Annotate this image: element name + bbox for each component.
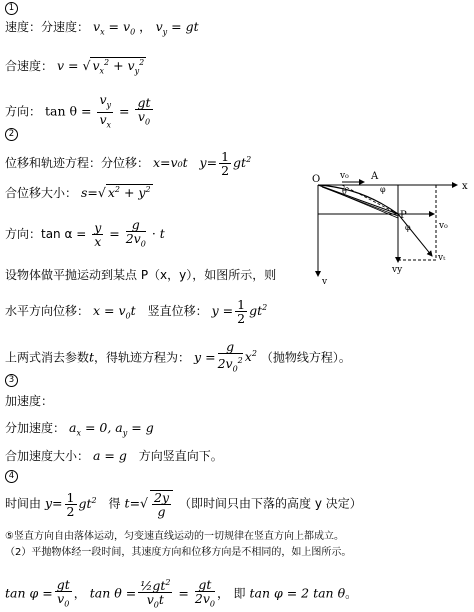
direction-note: （2）平抛物体经一段时间，其速度方向和位移方向是不相同的，如上图所示。 xyxy=(5,547,352,558)
acceleration-label: 加速度： xyxy=(5,394,54,408)
displacement-title: 位移和轨迹方程：分位移： xyxy=(5,156,150,170)
trajectory-line: 上两式消去参数t，得轨迹方程为： y = $\frac{g}{2v_0^2}$ $x^2$ （抛物线方程）。 xyxy=(5,339,351,374)
x-equation: x=v₀t xyxy=(153,155,188,170)
acceleration-direction-label: 方向竖直向下。 xyxy=(138,449,223,463)
direction-line: 方向： tan θ = $\frac{v_y}{v_x}$ = $\frac{gt}{v_0}$ xyxy=(5,92,151,129)
alpha-direction-line: 方向：tan α = $\frac{y}{x}$ = $\frac{g}{2v_0}$ · t xyxy=(5,217,165,249)
theta-label: θ xyxy=(342,187,347,196)
tan-theta-label: tan θ = xyxy=(45,103,92,119)
v0-top-label: v₀ xyxy=(340,171,349,181)
parabola-label: （抛物线方程）。 xyxy=(260,350,351,365)
direction-label: 方向： xyxy=(5,104,42,119)
vertical-label: 竖直位移： xyxy=(147,304,208,318)
time-label: 时间由 xyxy=(5,496,42,511)
section-marker-2: 2 xyxy=(5,128,18,141)
section-marker-1: 1 xyxy=(5,2,18,15)
combined-displacement-line: 合位移大小： s=√ $x^2 + y^2$ xyxy=(5,185,151,201)
projectile-diagram xyxy=(312,168,472,288)
component-acceleration-label: 分加速度： xyxy=(5,421,66,435)
section-marker-4: 4 xyxy=(5,470,18,483)
vy-label: vy xyxy=(392,265,403,275)
point-p-text: 设物体做平抛运动到某点 P（x，y），如图所示，则 xyxy=(5,268,277,282)
get-label: 得 xyxy=(108,496,121,511)
component-acceleration-line: 分加速度： $a_x = 0$, $a_y = g$ xyxy=(5,420,154,438)
tan-alpha-label: 方向：tan α = xyxy=(5,226,87,241)
therefore-label: 即 xyxy=(233,586,246,601)
phi-label-p: φ xyxy=(405,223,411,232)
trajectory-label: ，得轨迹方程为： xyxy=(94,350,191,365)
origin-label: O xyxy=(312,174,321,185)
combined-velocity-line: 合速度： v = √ $v_x^2 + v_y^2$ xyxy=(5,58,145,76)
time-note: （即时间只由下落的高度 y 决定） xyxy=(179,496,362,511)
phi-label-top: φ xyxy=(380,185,386,194)
final-relation-line: tan φ = $\frac{gt}{v_0}$ ， tan θ = $\frac{\frac{1}{2}gt^2}{v_0t}$ = $\frac{gt}{2v_0}$ ， 即 tan φ = 2 tan θ。 xyxy=(5,576,358,610)
time-line: 时间由 y= $\frac{1}{2}$ $gt^2$ 得 t=√ $\frac{2y}{g}$ （即时间只由下落的高度 y 决定） xyxy=(5,489,362,519)
displacement-line: 位移和轨迹方程：分位移： x=v₀t y= $\frac{1}{2}$ $gt^2$ xyxy=(5,149,252,178)
v0-right-label: v₀ xyxy=(439,221,448,231)
free-fall-note: ⑤竖直方向自由落体运动，匀变速直线运动的一切规律在竖直方向上都成立。 xyxy=(5,531,344,542)
acceleration-magnitude-label: 合加速度大小： xyxy=(5,449,90,463)
horizontal-label: 水平方向位移： xyxy=(5,304,90,318)
combined-displacement-label: 合位移大小： xyxy=(5,186,78,201)
point-p-label: P xyxy=(400,210,407,221)
vt-label: vₜ xyxy=(438,253,446,263)
point-a-label: A xyxy=(371,171,379,182)
v-axis-label: v xyxy=(322,277,328,287)
x-axis-label: x xyxy=(462,181,468,192)
eliminate-label: 上两式消去参数 xyxy=(5,350,90,365)
horizontal-displacement-line: 水平方向位移： $x = v_0t$ 竖直位移： y = $\frac{1}{2}$ $gt^2$ xyxy=(5,297,268,326)
section-marker-3: 3 xyxy=(5,374,18,387)
acceleration-magnitude-line: 合加速度大小： a = g 方向竖直向下。 xyxy=(5,448,223,463)
velocity-label: 速度：分速度： xyxy=(5,20,90,34)
combined-velocity-label: 合速度： xyxy=(5,59,54,74)
velocity-line: 速度：分速度： $v_x = v_0$ ， $v_y$ = gt xyxy=(5,19,199,37)
